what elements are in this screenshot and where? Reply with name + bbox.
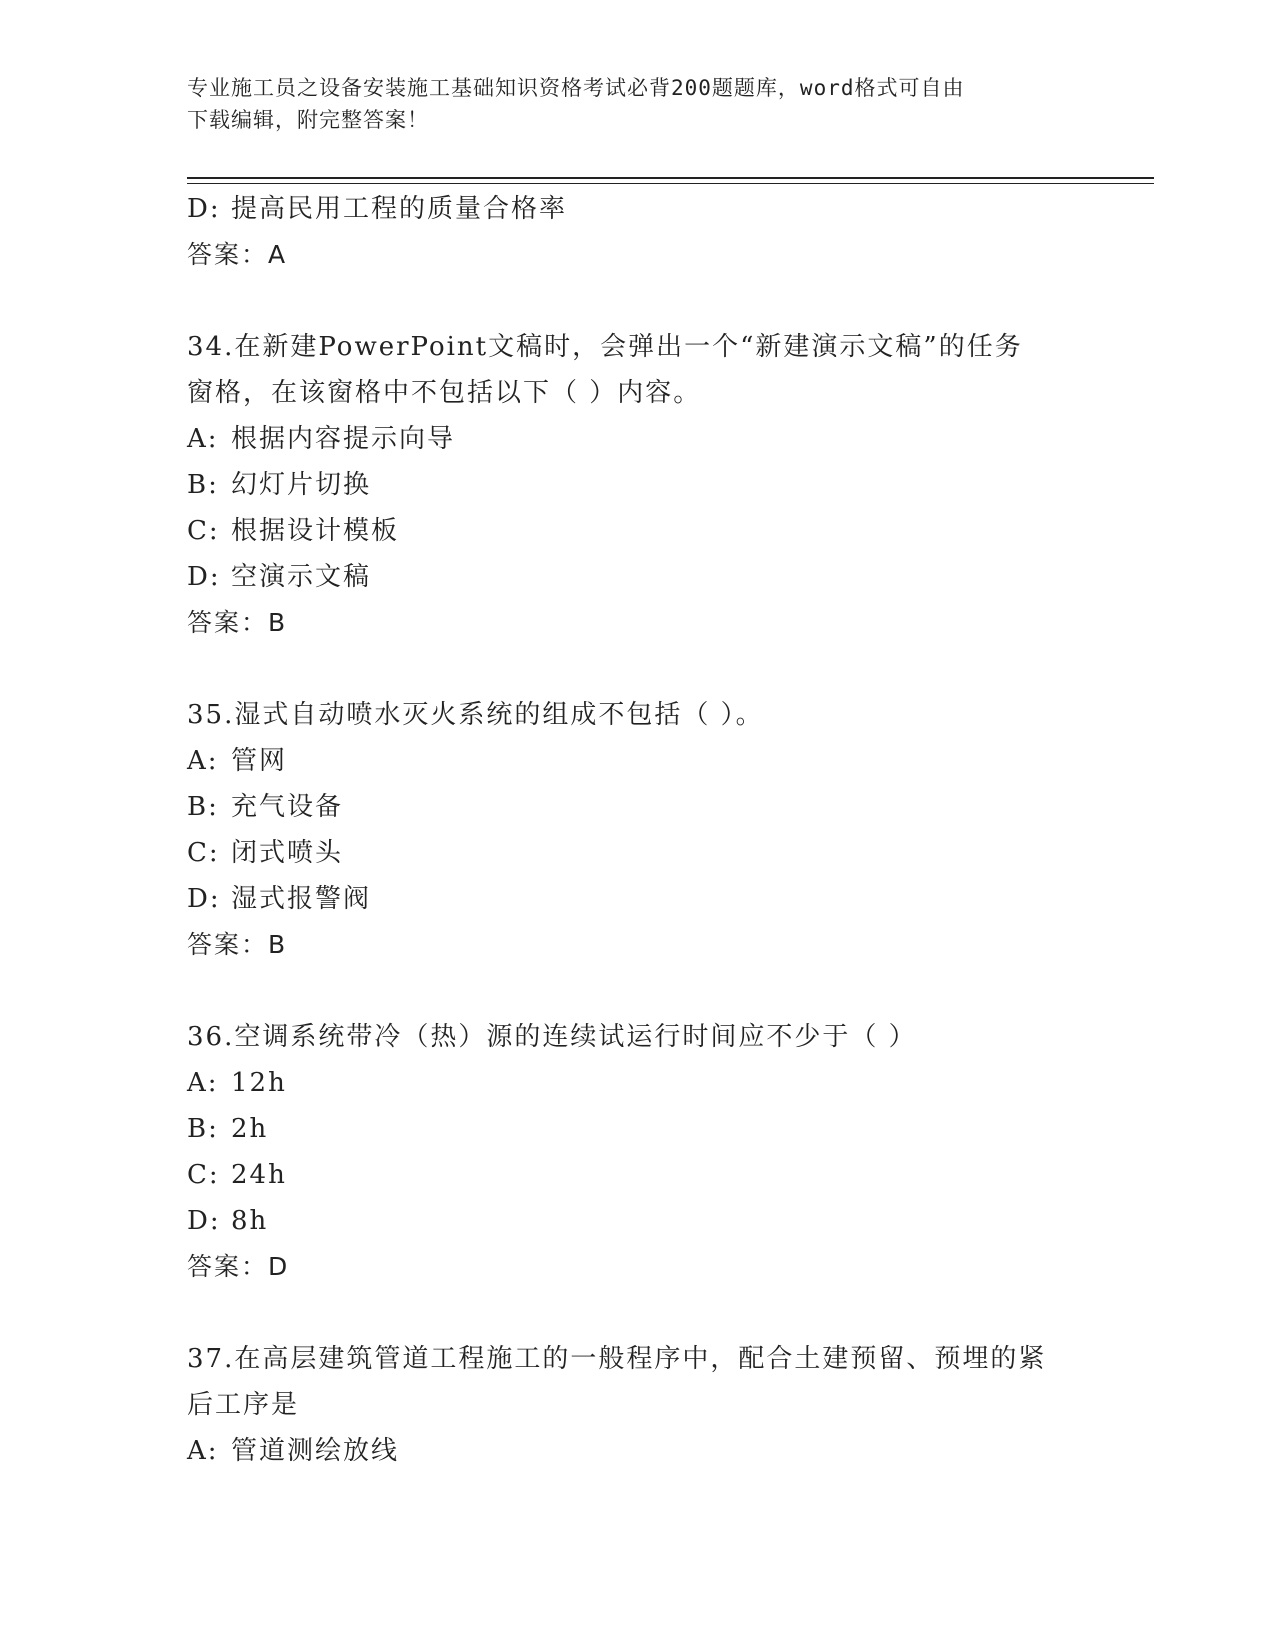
option-label: B: bbox=[187, 792, 219, 822]
option-d bbox=[187, 876, 1087, 922]
option-label: D: bbox=[187, 562, 221, 592]
option-b bbox=[187, 784, 1087, 830]
option-label: B: bbox=[187, 1114, 219, 1144]
question-37-line-1: 37.在高层建筑管道工程施工的一般程序中，配合土建预留、预埋的紧 bbox=[187, 1344, 1047, 1374]
option-label: D: bbox=[187, 1206, 221, 1236]
option-text: 根据设计模板 bbox=[231, 516, 400, 546]
header-divider-thin bbox=[187, 183, 1154, 184]
answer-line: 答案：D bbox=[187, 1252, 290, 1281]
option-text: 管网 bbox=[231, 746, 288, 776]
option-text: 湿式报警阀 bbox=[231, 884, 372, 914]
option-label: C: bbox=[187, 516, 220, 546]
option-label: D: bbox=[187, 884, 221, 914]
question-35-line-1: 35.湿式自动喷水灭火系统的组成不包括（ ）。 bbox=[187, 700, 764, 730]
option-label: A: bbox=[187, 1436, 219, 1466]
option-d bbox=[187, 186, 1087, 232]
option-text: 2h bbox=[231, 1114, 269, 1144]
option-d bbox=[187, 1198, 1087, 1244]
option-c bbox=[187, 830, 1087, 876]
option-label: B: bbox=[187, 470, 219, 500]
option-a bbox=[187, 738, 1087, 784]
answer-line: 答案：B bbox=[187, 608, 288, 637]
option-text: 闭式喷头 bbox=[231, 838, 344, 868]
option-text: 空演示文稿 bbox=[231, 562, 372, 592]
answer-line: 答案：B bbox=[187, 930, 288, 959]
question-content bbox=[187, 186, 1087, 1474]
option-d bbox=[187, 554, 1087, 600]
question-37-line-2: 后工序是 bbox=[187, 1390, 300, 1420]
option-text: 管道测绘放线 bbox=[231, 1436, 400, 1466]
question-36-line-1: 36.空调系统带冷（热）源的连续试运行时间应不少于（ ） bbox=[187, 1022, 917, 1052]
option-label: A: bbox=[187, 424, 219, 454]
option-c bbox=[187, 1152, 1087, 1198]
option-b bbox=[187, 1106, 1087, 1152]
option-text: 8h bbox=[231, 1206, 269, 1236]
page-header bbox=[187, 72, 1087, 136]
header-line-2: 下载编辑，附完整答案！ bbox=[187, 108, 429, 132]
option-label: A: bbox=[187, 746, 219, 776]
option-text: 充气设备 bbox=[231, 792, 344, 822]
answer-line: 答案：A bbox=[187, 240, 288, 269]
header-line-1: 专业施工员之设备安装施工基础知识资格考试必背200题题库，word格式可自由 bbox=[187, 76, 965, 100]
header-divider-thick bbox=[187, 177, 1154, 179]
option-label: A: bbox=[187, 1068, 219, 1098]
option-text: 根据内容提示向导 bbox=[231, 424, 456, 454]
option-text: 提高民用工程的质量合格率 bbox=[231, 194, 568, 224]
option-text: 幻灯片切换 bbox=[231, 470, 372, 500]
option-text: 24h bbox=[231, 1160, 287, 1190]
option-a bbox=[187, 416, 1087, 462]
option-a bbox=[187, 1060, 1087, 1106]
option-label: C: bbox=[187, 838, 220, 868]
option-a bbox=[187, 1428, 1087, 1474]
question-34-line-1: 34.在新建PowerPoint文稿时，会弹出一个“新建演示文稿”的任务 bbox=[187, 332, 1023, 362]
option-text: 12h bbox=[231, 1068, 287, 1098]
option-b bbox=[187, 462, 1087, 508]
option-label: C: bbox=[187, 1160, 220, 1190]
question-34-line-2: 窗格，在该窗格中不包括以下（ ）内容。 bbox=[187, 378, 702, 408]
option-c bbox=[187, 508, 1087, 554]
option-label: D: bbox=[187, 194, 221, 224]
